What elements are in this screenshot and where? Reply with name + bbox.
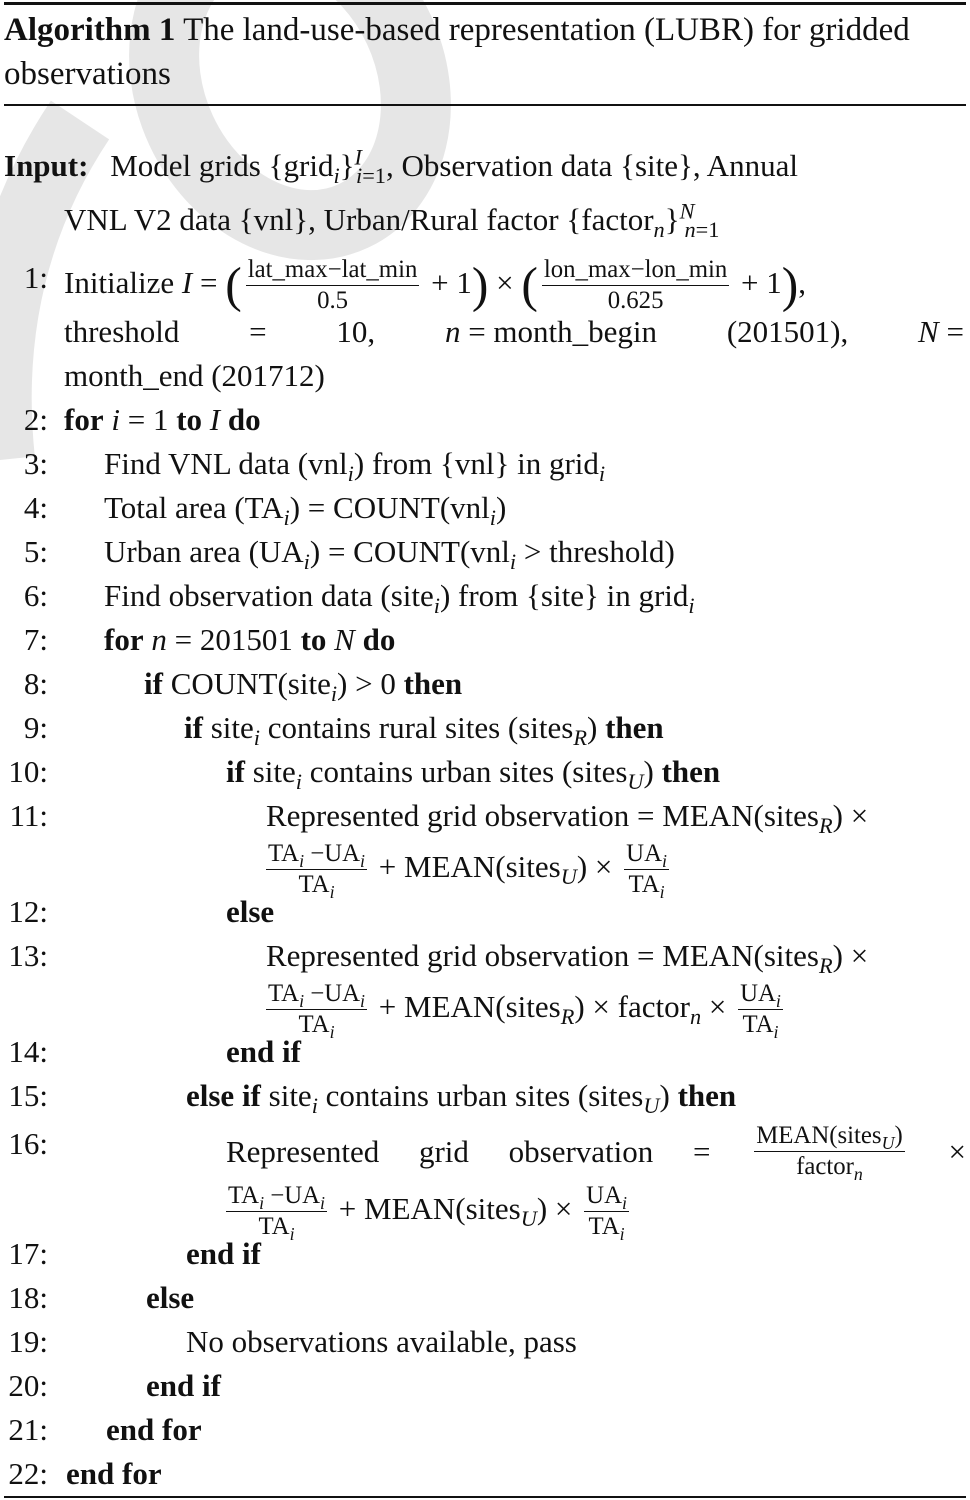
keyword: end for <box>66 1456 162 1491</box>
keyword: do <box>227 402 261 437</box>
frac-den: TA <box>298 870 330 898</box>
frac-num: TA <box>228 1182 260 1209</box>
step-text: ) <box>643 754 662 789</box>
line-number: 17: <box>8 1236 48 1271</box>
line-number: 1: <box>23 260 48 295</box>
frac-den: 0.5 <box>317 286 349 314</box>
step-text: (201501), <box>726 314 849 349</box>
step-text: + MEAN(sites <box>371 848 561 884</box>
line-number: 21: <box>8 1412 48 1447</box>
caption-label: Algorithm 1 <box>4 12 176 48</box>
algorithm-caption <box>4 8 966 96</box>
step-text: COUNT(site <box>162 666 331 701</box>
line-number: 15: <box>8 1078 48 1113</box>
line-number: 9: <box>23 710 48 745</box>
step-text: ) = COUNT(vnl <box>289 490 490 525</box>
input-text: Model grids {grid <box>110 148 334 183</box>
step-text: Urban area (UA <box>104 534 304 569</box>
line-number: 12: <box>8 894 48 929</box>
frac-num: UA <box>740 980 776 1007</box>
step-text: × <box>701 988 735 1024</box>
step-text: + MEAN(sites <box>371 988 561 1024</box>
line-number: 19: <box>8 1324 48 1359</box>
step-1-cont2 <box>64 356 325 396</box>
line-number: 13: <box>8 938 48 973</box>
frac-num: −UA <box>304 840 361 867</box>
keyword: for <box>104 622 144 657</box>
line-number: 14: <box>8 1034 48 1069</box>
frac-den: TA <box>298 1010 330 1038</box>
step-text: Represented grid observation = MEAN(sites <box>266 938 819 973</box>
step-text: ) = COUNT(vnl <box>309 534 510 569</box>
input-text: } <box>339 148 355 183</box>
step-text: grid <box>418 1133 469 1169</box>
step-text: + MEAN(sites <box>331 1190 521 1226</box>
input-line-2: VNL V2 data {vnl}, Urban/Rural factor {factor$_n$}$^N_{n=1}$ <box>64 198 720 243</box>
step-text: ) <box>586 710 606 745</box>
frac-den: TA <box>628 870 660 898</box>
input-line-1: Input: Model grids {grid$_i$}$^I_{i=1}$, Observation data {site}, Annual <box>4 144 798 189</box>
line-number: 5: <box>23 534 48 569</box>
line-number: 8: <box>23 666 48 701</box>
step-text: Represented <box>226 1133 380 1169</box>
frac-num: TA <box>268 980 300 1007</box>
step-text: Find observation data (site <box>104 578 434 613</box>
keyword: if <box>144 666 163 701</box>
keyword: to <box>300 622 327 657</box>
keyword: else <box>146 1280 195 1315</box>
caption-title: The land-use-based representation (LUBR) for gridded observations <box>4 12 910 92</box>
frac-num: −UA <box>264 1182 321 1209</box>
line-number: 11: <box>9 798 48 833</box>
line-number: 16: <box>8 1126 48 1161</box>
keyword: end if <box>186 1236 261 1271</box>
step-text: ) from {vnl} in grid <box>353 446 599 481</box>
step-text: site <box>260 1078 312 1113</box>
step-text: 10, <box>336 314 376 349</box>
keyword: end for <box>106 1412 202 1447</box>
step-text: = month_begin <box>468 314 658 349</box>
step-13-cont: $\frac{TA_i -UA_i}{TA_i}$ + MEAN(sites$_R$) × factor$_n$ × $\frac{UA_i}{TA_i}$ <box>268 980 781 1042</box>
step-text: ) from {site} in grid <box>439 578 689 613</box>
step-text: ) > 0 <box>337 666 404 701</box>
line-number: 2: <box>23 402 48 437</box>
step-text: threshold <box>64 314 180 349</box>
step-text: = <box>693 1133 711 1169</box>
frac-num: ) <box>894 1122 903 1149</box>
step-text: contains rural sites (sites <box>259 710 574 745</box>
line-number: 20: <box>8 1368 48 1403</box>
keyword: for <box>64 402 104 437</box>
step-text: Represented grid observation = MEAN(sites <box>266 798 819 833</box>
input-text: , Observation data {site}, Annual <box>385 148 798 183</box>
frac-den: 0.625 <box>607 286 664 314</box>
step-text: Initialize <box>64 264 182 300</box>
caption-rule <box>4 104 966 106</box>
frac-num: −UA <box>304 980 361 1007</box>
frac-den: TA <box>742 1010 774 1038</box>
step-text: > threshold) <box>516 534 675 569</box>
keyword: else <box>226 894 275 929</box>
line-number: 3: <box>23 446 48 481</box>
keyword: then <box>403 666 463 701</box>
step-text: Find VNL data (vnl <box>104 446 348 481</box>
frac-num: UA <box>626 840 662 867</box>
input-text: VNL V2 data {vnl}, Urban/Rural factor {factor <box>64 202 654 237</box>
keyword: do <box>362 622 396 657</box>
line-number: 10: <box>8 754 48 789</box>
keyword: if <box>226 754 245 789</box>
keyword: end if <box>146 1368 221 1403</box>
step-text: contains urban sites (sites <box>317 1078 644 1113</box>
frac-den: TA <box>258 1212 290 1240</box>
step-text: × <box>948 1133 966 1169</box>
step-text: ) <box>659 1078 678 1113</box>
step-text: = 201501 <box>166 622 301 657</box>
keyword: then <box>605 710 664 745</box>
step-text: month_end (201712) <box>64 358 325 393</box>
frac-num: lat_max−lat_min <box>246 258 420 286</box>
step-text: ) × factor <box>574 988 690 1024</box>
line-number: 6: <box>23 578 48 613</box>
step-text: contains urban sites (sites <box>301 754 628 789</box>
keyword: end if <box>226 1034 301 1069</box>
line-number: 4: <box>23 490 48 525</box>
line-number: 22: <box>8 1456 48 1491</box>
step-text: observation <box>508 1133 654 1169</box>
step-text: ) × <box>832 938 869 973</box>
line-number: 7: <box>23 622 48 657</box>
frac-num: lon_max−lon_min <box>542 258 729 286</box>
keyword: to <box>176 402 203 437</box>
step-text: site <box>202 710 254 745</box>
step-11-cont: $\frac{TA_i -UA_i}{TA_i}$ + MEAN(sites$_U$) × $\frac{UA_i}{TA_i}$ <box>268 840 667 902</box>
input-text: } <box>664 202 680 237</box>
frac-num: MEAN(sites <box>756 1122 882 1149</box>
step-text: No observations available, pass <box>186 1324 577 1359</box>
step-text: ) × <box>536 1190 581 1226</box>
step-text: = <box>946 314 964 349</box>
step-text: ) × <box>832 798 869 833</box>
frac-den: TA <box>588 1212 620 1240</box>
step-text: ) × <box>576 848 621 884</box>
line-number: 18: <box>8 1280 48 1315</box>
step-16-cont: $\frac{TA_i -UA_i}{TA_i}$ + MEAN(sites$_U$) × $\frac{UA_i}{TA_i}$ <box>228 1182 627 1244</box>
frac-den: factor <box>796 1152 854 1180</box>
step-text: site <box>244 754 296 789</box>
keyword: if <box>184 710 203 745</box>
frac-num: TA <box>268 840 300 867</box>
top-rule <box>4 2 966 5</box>
bottom-rule <box>4 1496 966 1498</box>
step-text: = <box>249 314 267 349</box>
keyword: then <box>661 754 721 789</box>
step-text: Total area (TA <box>104 490 284 525</box>
input-label: Input: <box>4 148 89 183</box>
keyword: then <box>677 1078 737 1113</box>
step-text: ) <box>495 490 507 525</box>
keyword: else if <box>186 1078 261 1113</box>
frac-num: UA <box>586 1182 622 1209</box>
step-1-cont: threshold = 10, n = month_begin (201501), N = <box>64 312 964 352</box>
